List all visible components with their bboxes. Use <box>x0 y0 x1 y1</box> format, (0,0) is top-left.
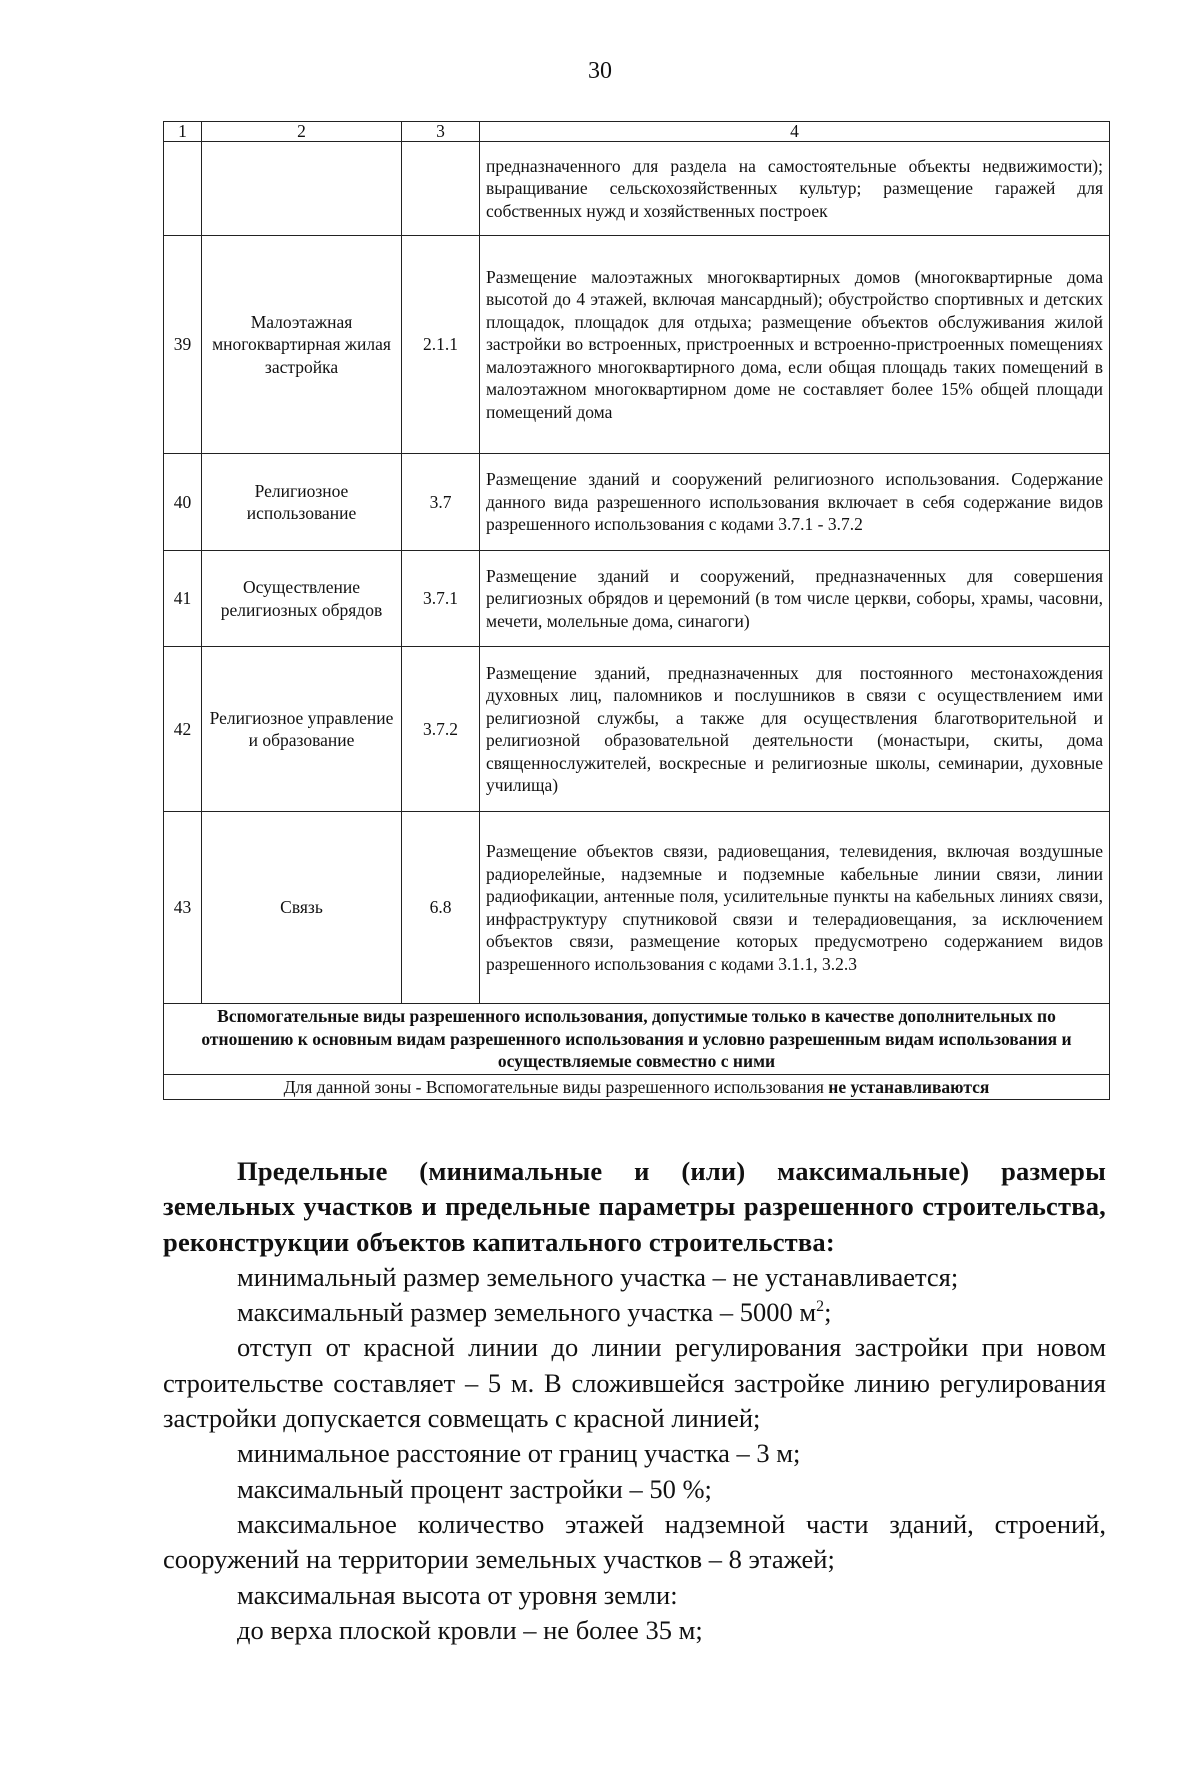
use-description: Размещение зданий, предназначенных для постоянного местонахождения духовных лиц, паломников и послушников в связи с осуществлением ими религиозной службы, а также для осуществления благотворительной и религиозной образовательной деятельности (монастыри, скиты, дома священнослужителей, воскресные и религиозные школы, семинарии, духовные училища) <box>480 647 1110 812</box>
table-row <box>164 236 1110 454</box>
column-header: 4 <box>480 122 1110 142</box>
param-max-plot-size <box>163 1295 1106 1330</box>
auxiliary-note-emphasis: не устанавливаются <box>828 1076 990 1097</box>
max-plot-size-end: ; <box>824 1297 832 1328</box>
auxiliary-note-row <box>164 1074 1110 1100</box>
parameters-section <box>163 1154 1106 1648</box>
table-row <box>164 647 1110 812</box>
row-number: 42 <box>164 647 202 812</box>
auxiliary-note-text: Для данной зоны - Вспомогательные виды разрешенного использования <box>283 1076 829 1097</box>
use-description: Размещение зданий и сооружений религиозного использования. Содержание данного вида разрешенного использования включает в себя содержание видов разрешенного использования с кодами 3.7.1 - 3.7.2 <box>480 454 1110 551</box>
use-code: 3.7 <box>402 454 480 551</box>
auxiliary-uses-note <box>164 1074 1110 1100</box>
row-number: 41 <box>164 551 202 647</box>
use-description: предназначенного для раздела на самостоятельные объекты недвижимости); выращивание сельскохозяйственных культур; размещение гаражей для собственных нужд и хозяйственных построек <box>480 142 1110 236</box>
column-header: 3 <box>402 122 480 142</box>
param-flat-roof: до верха плоской кровли – не более 35 м; <box>237 1614 703 1645</box>
use-name: Религиозное использование <box>202 454 402 551</box>
param-max-coverage: максимальный процент застройки – 50 %; <box>237 1473 712 1504</box>
use-description: Размещение малоэтажных многоквартирных домов (многоквартирные дома высотой до 4 этажей, включая мансардный); обустройство спортивных и детских площадок, площадок для отдыха; размещение объектов обслуживания жилой застройки во встроенных, пристроенных и встроенно-пристроенных помещениях малоэтажного многоквартирного дома, если общая площадь таких помещений в малоэтажном многоквартирном доме не составляет более 15% общей площади помещений дома <box>480 236 1110 454</box>
use-code: 3.7.1 <box>402 551 480 647</box>
land-use-table <box>163 121 1110 1100</box>
row-number: 43 <box>164 812 202 1004</box>
row-number <box>164 142 202 236</box>
param-setback: отступ от красной линии до линии регулирования застройки при новом строительстве составляет – 5 м. В сложившейся застройке линию регулирования застройки допускается совмещать с красной линией; <box>163 1332 1106 1434</box>
use-description: Размещение объектов связи, радиовещания, телевидения, включая воздушные радиорелейные, надземные и подземные кабельные линии связи, линии радиофикации, антенные поля, усилительные пункты на кабельных линиях связи, инфраструктуру спутниковой связи и телерадиовещания, за исключением объектов связи, размещение которых предусмотрено содержанием видов разрешенного использования с кодами 3.1.1, 3.2.3 <box>480 812 1110 1004</box>
param-max-height-heading: максимальная высота от уровня земли: <box>237 1579 678 1610</box>
use-code: 3.7.2 <box>402 647 480 812</box>
use-name: Осуществление религиозных обрядов <box>202 551 402 647</box>
table-row <box>164 454 1110 551</box>
param-max-floors: максимальное количество этажей надземной части зданий, строений, сооружений на территории земельных участков – 8 этажей; <box>163 1508 1106 1575</box>
column-header: 1 <box>164 122 202 142</box>
param-min-distance: минимальное расстояние от границ участка – 3 м; <box>237 1438 801 1469</box>
page-number: 30 <box>588 58 612 84</box>
parameters-title: Предельные (минимальные и (или) максимальные) размеры земельных участков и предельные параметры разрешенного строительства, реконструкции объектов капитального строительства: <box>163 1156 1106 1257</box>
use-name <box>202 142 402 236</box>
auxiliary-uses-heading: Вспомогательные виды разрешенного использования, допустимые только в качестве дополнительных по отношению к основным видам разрешенного использования и условно разрешенным видам использования и осуществляемые совместно с ними <box>164 1004 1110 1075</box>
column-header: 2 <box>202 122 402 142</box>
table-header-row <box>164 122 1110 142</box>
use-name: Религиозное управление и образование <box>202 647 402 812</box>
row-number: 39 <box>164 236 202 454</box>
use-name: Малоэтажная многоквартирная жилая застройка <box>202 236 402 454</box>
row-number: 40 <box>164 454 202 551</box>
square-superscript: 2 <box>816 1298 825 1316</box>
use-description: Размещение зданий и сооружений, предназначенных для совершения религиозных обрядов и церемоний (в том числе церкви, соборы, храмы, часовни, мечети, молельные дома, синагоги) <box>480 551 1110 647</box>
table-row <box>164 812 1110 1004</box>
param-min-plot-size: минимальный размер земельного участка – не устанавливается; <box>237 1261 959 1292</box>
table-row <box>164 551 1110 647</box>
use-code <box>402 142 480 236</box>
auxiliary-heading-row <box>164 1004 1110 1075</box>
use-code: 2.1.1 <box>402 236 480 454</box>
table-row-continuation <box>164 142 1110 236</box>
max-plot-size-text: максимальный размер земельного участка – 5000 м <box>237 1297 817 1328</box>
use-name: Связь <box>202 812 402 1004</box>
use-code: 6.8 <box>402 812 480 1004</box>
